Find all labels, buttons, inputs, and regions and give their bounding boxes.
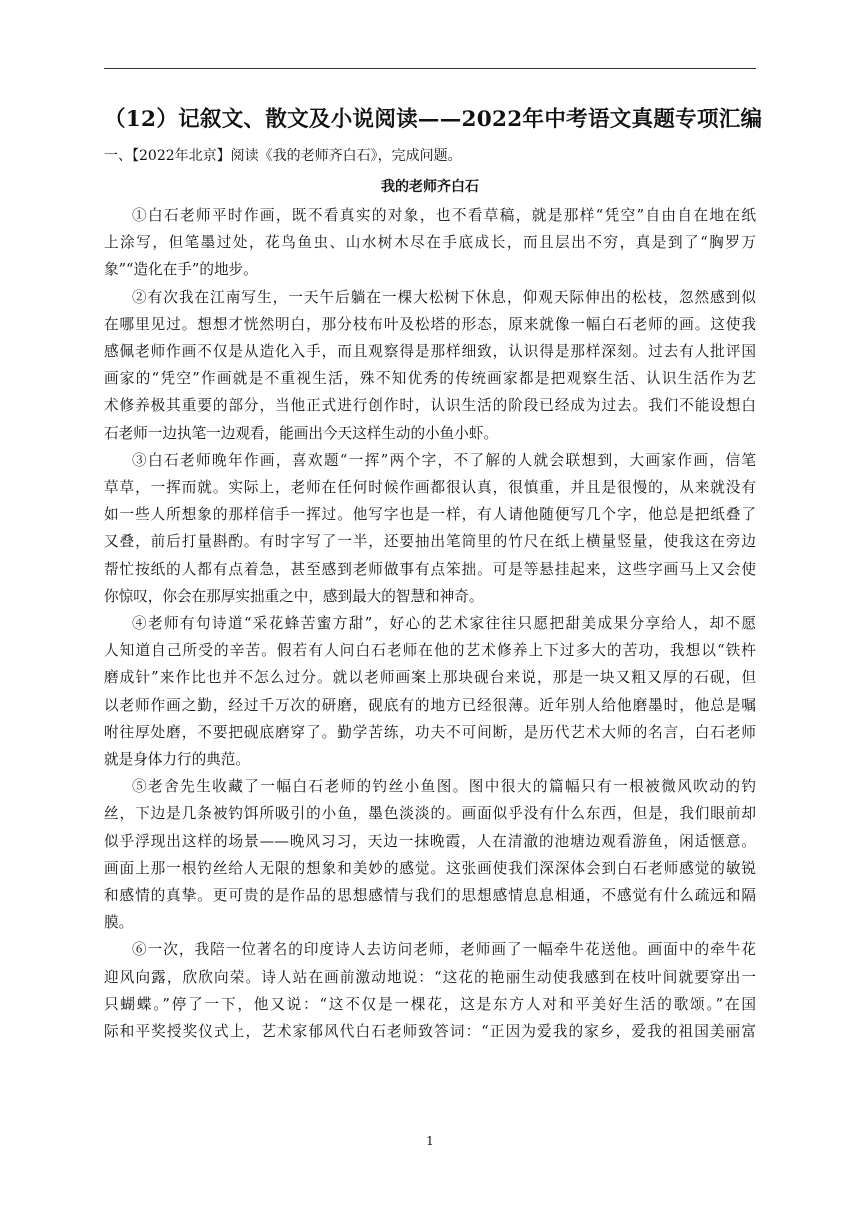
text-line: ⑤老舍先生收藏了一幅白石老师的钓丝小鱼图。图中很大的篇幅只有一根被微风吹动的钓 [132,778,756,796]
paragraph [104,284,756,447]
paragraph [104,773,756,936]
text-line: ③白石老师晚年作画，喜欢题“一挥”两个字，不了解的人就会联想到，大画家作画，信笔 [132,451,756,469]
text-line: 草草，一挥而就。实际上，老师在任何时候作画都很认真，很慎重，并且是很慢的，从来就没有 [104,479,756,497]
text-line: 咐往厚处磨，不要把砚底磨穿了。勤学苦练，功夫不可间断，是历代艺术大师的名言，白石老师 [104,723,756,741]
article-body [104,202,756,1045]
text-line: 感佩老师作画不仅是从造化入手，而且观察得是那样细致，认识得是那样深刻。过去有人批评国 [104,343,756,361]
question-prompt: 一、【2022年北京】阅读《我的老师齐白石》，完成问题。 [104,148,462,164]
text-line: 以老师作画之勤，经过千万次的研磨，砚底有的地方已经很薄。近年别人给他磨墨时，他总是嘱 [104,696,756,714]
text-line: ⑥一次，我陪一位著名的印度诗人去访问老师，老师画了一幅牵牛花送他。画面中的牵牛花 [132,941,756,959]
paragraph [104,202,756,284]
text-line: 丝，下边是几条被钓饵所吸引的小鱼，墨色淡淡的。画面似乎没有什么东西，但是，我们眼前却 [104,805,756,823]
text-line: 就是身体力行的典范。 [104,751,250,769]
text-line: ①白石老师平时作画，既不看真实的对象，也不看草稿，就是那样“凭空”自由自在地在纸 [132,207,756,224]
text-line: 画家的“凭空”作画就是不重视生活，殊不知优秀的传统画家都是把观察生活、认识生活作为艺 [104,370,756,388]
text-line: 在哪里见过。想想才恍然明白，那分枝布叶及松塔的形态，原来就像一幅白石老师的画。这使我 [104,315,756,333]
text-line: 画面上那一根钓丝给人无限的想象和美妙的感觉。这张画使我们深深体会到白石老师感觉的敏锐 [104,859,756,877]
text-line: 你惊叹，你会在那厚实拙重之中，感到最大的智慧和神奇。 [104,587,484,605]
paragraph [104,610,756,773]
paragraph [104,936,756,1045]
paragraph [104,447,756,610]
text-line: 迎风向露，欣欣向荣。诗人站在画前激动地说：“这花的艳丽生动使我感到在枝叶间就要穿出一 [104,968,756,986]
text-line: 如一些人所想象的那样信手一挥过。他写字也是一样，有人请他随便写几个字，他总是把纸叠了 [104,506,756,524]
text-line: 象”“造化在手”的地步。 [104,261,258,279]
text-line: 磨成针”来作比也并不怎么过分。就以老师画案上那块砚台来说，那是一块又粗又厚的石砚，但 [104,669,756,687]
text-line: ②有次我在江南写生，一天午后躺在一棵大松树下休息，仰观天际伸出的松枝，忽然感到似 [132,288,756,306]
text-line: 又叠，前后打量斟酌。有时字写了一半，还要抽出笔筒里的竹尺在纸上横量竖量，使我这在旁边 [104,533,756,551]
text-line: 膜。 [104,914,134,932]
text-line: 和感情的真挚。更可贵的是作品的思想感情与我们的思想感情息息相通，不感觉有什么疏远和隔 [104,887,756,905]
text-line: 只蝴蝶。”停了一下，他又说：“这不仅是一棵花，这是东方人对和平美好生活的歌颂。”在国 [104,995,756,1013]
text-line: 帮忙按纸的人都有点着急，甚至感到老师做事有点笨拙。可是等悬挂起来，这些字画马上又会使 [104,560,756,578]
article-title: 我的老师齐白石 [381,179,479,195]
page-number: 1 [426,1134,434,1148]
page-title: （12）记叙文、散文及小说阅读——2022年中考语文真题专项汇编 [104,107,763,132]
text-line: 际和平奖授奖仪式上，艺术家郁风代白石老师致答词：“正因为爱我的家乡，爱我的祖国美丽富 [104,1023,756,1041]
text-line: 上涂写，但笔墨过处，花鸟鱼虫、山水树木尽在手底成长，而且层出不穷，真是到了“胸罗万 [104,234,756,252]
text-line: 人知道自己所受的辛苦。假若有人问白石老师在他的艺术修养上下过多大的苦功，我想以“铁杵 [104,642,756,660]
text-line: 石老师一边执笔一边观看，能画出今天这样生动的小鱼小虾。 [104,424,499,442]
text-line: ④老师有句诗道“采花蜂苦蜜方甜”，好心的艺术家往往只愿把甜美成果分享给人，却不愿 [132,615,756,633]
text-line: 术修养极其重要的部分，当他正式进行创作时，认识生活的阶段已经成为过去。我们不能设想白 [104,397,756,415]
header-rule [104,68,756,69]
text-line: 似乎浮现出这样的场景——晚风习习，天边一抹晚霞，人在清澈的池塘边观看游鱼，闲适惬意。 [104,832,756,850]
